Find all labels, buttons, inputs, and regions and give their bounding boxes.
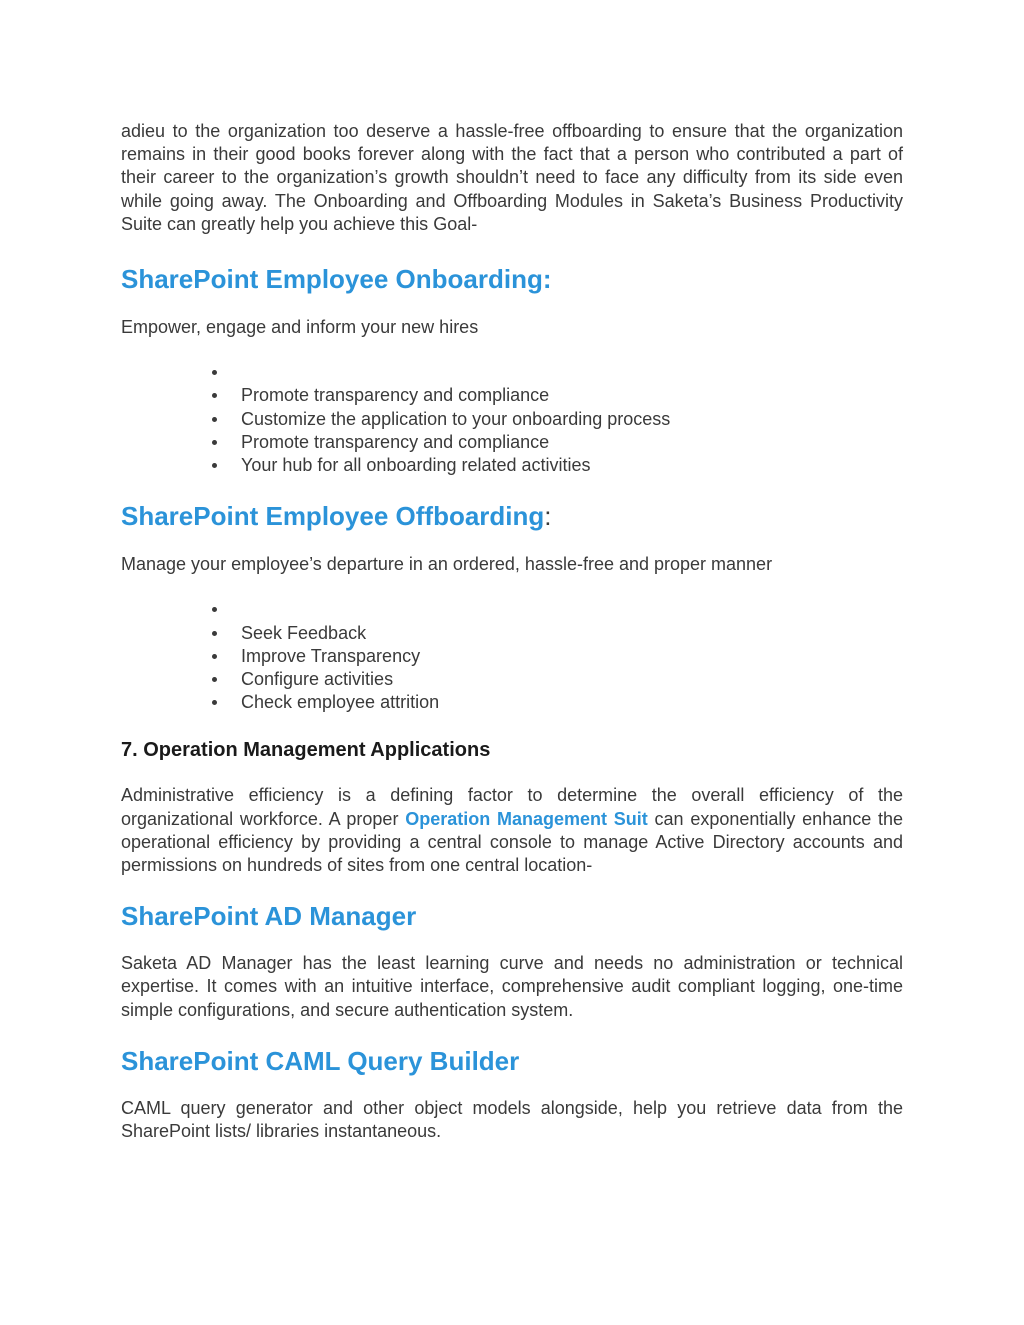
list-item: Configure activities	[212, 668, 903, 691]
caml-paragraph: CAML query generator and other object models alongside, help you retrieve data from the SharePoint lists/ libraries instantaneous.	[121, 1097, 903, 1142]
onboarding-heading: SharePoint Employee Onboarding:	[121, 264, 552, 295]
ad-manager-heading: SharePoint AD Manager	[121, 901, 417, 932]
bullet-icon	[212, 440, 217, 445]
ad-manager-paragraph: Saketa AD Manager has the least learning curve and needs no administration or technical expertise. It comes with an intuitive interface, comprehensive audit compliant logging, one-time simple configurations, and secure authentication system.	[121, 953, 903, 1020]
bullet-icon	[212, 370, 217, 375]
operations-paragraph: Administrative efficiency is a defining factor to determine the overall efficiency of the organizational workforce. A proper Operation Management Suit can exponentially enhance the operational efficiency by providing a central console to manage Active Directory accounts and permissions on hundreds of sites from one central location-	[121, 785, 904, 876]
document-page	[121, 120, 903, 1143]
bullet-icon	[212, 631, 217, 636]
list-item: Your hub for all onboarding related activities	[212, 454, 903, 477]
offboarding-heading: SharePoint Employee Offboarding:	[121, 501, 552, 532]
list-item	[212, 361, 903, 384]
offboarding-subtitle: Manage your employee’s departure in an ordered, hassle-free and proper manner	[121, 554, 773, 575]
bullet-icon	[212, 393, 217, 398]
operation-management-suit-link[interactable]: Operation Management Suit	[405, 808, 648, 829]
caml-heading: SharePoint CAML Query Builder	[121, 1045, 520, 1076]
bullet-icon	[212, 607, 217, 612]
operations-heading: 7. Operation Management Applications	[121, 739, 491, 762]
bullet-icon	[212, 417, 217, 422]
bullet-icon	[212, 654, 217, 659]
list-item: Seek Feedback	[212, 622, 903, 645]
onboarding-list	[121, 361, 903, 477]
list-item: Customize the application to your onboarding process	[212, 408, 903, 431]
bullet-icon	[212, 463, 217, 468]
list-item	[212, 598, 903, 621]
list-item: Promote transparency and compliance	[212, 384, 903, 407]
list-item: Check employee attrition	[212, 691, 903, 714]
list-item: Improve Transparency	[212, 645, 903, 668]
offboarding-list	[121, 598, 903, 714]
intro-paragraph: adieu to the organization too deserve a hassle-free offboarding to ensure that the organization remains in their good books forever along with the fact that a person who contributed a part of their career to the organization’s growth shouldn’t need to face any difficulty from its side even while going away. The Onboarding and Offboarding Modules in Saketa’s Business Productivity Suite can greatly help you achieve this Goal-	[121, 121, 903, 234]
bullet-icon	[212, 677, 217, 682]
list-item: Promote transparency and compliance	[212, 431, 903, 454]
bullet-icon	[212, 700, 217, 705]
onboarding-subtitle: Empower, engage and inform your new hires	[121, 317, 479, 338]
